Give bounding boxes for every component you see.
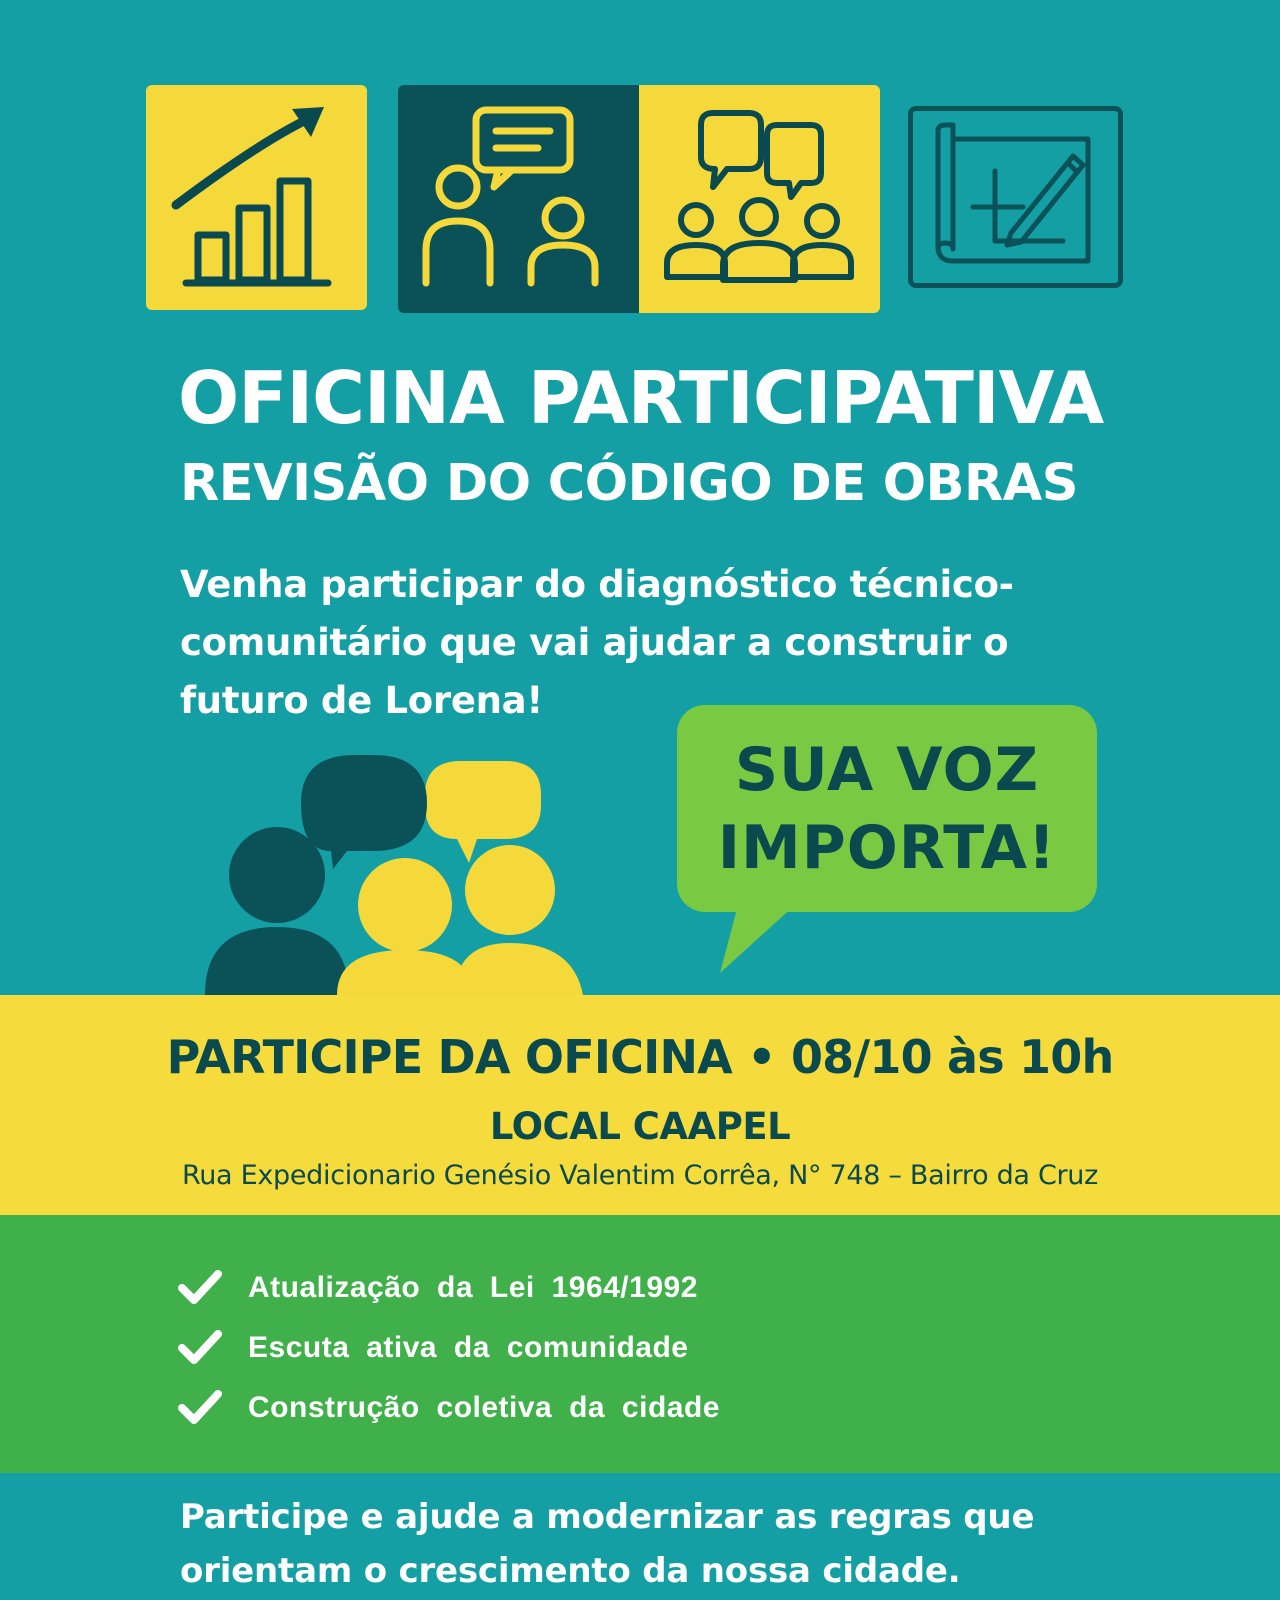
- callout-text: SUA VOZ IMPORTA!: [717, 734, 1057, 883]
- growth-chart-icon: [146, 85, 367, 310]
- blueprint-pencil-icon: [908, 106, 1123, 288]
- check-icon: [178, 1388, 222, 1428]
- intro-text: Venha participar do diagnóstico técnico-comunitário que vai ajudar a construir o futuro de Lorena!: [180, 563, 1014, 722]
- event-address: Rua Expedicionario Genésio Valentim Corrêa, N° 748 – Bairro da Cruz: [181, 1160, 1098, 1191]
- list-item-label: Escuta ativa da comunidade: [248, 1331, 689, 1364]
- list-item: [178, 1318, 720, 1378]
- list-item-label: Atualização da Lei 1964/1992: [248, 1271, 698, 1304]
- group-discussion-icon: [639, 85, 880, 313]
- page-title: OFICINA PARTICIPATIVA: [178, 356, 1104, 440]
- community-illustration: [205, 755, 605, 995]
- list-item: [178, 1258, 720, 1318]
- footer-text: Participe e ajude a modernizar as regras que orientam o crescimento da nossa cidade.: [180, 1497, 1035, 1591]
- page-subtitle: REVISÃO DO CÓDIGO DE OBRAS: [180, 454, 1079, 513]
- event-location: LOCAL CAAPEL: [489, 1105, 791, 1148]
- event-title: PARTICIPE DA OFICINA • 08/10 às 10h: [166, 1030, 1114, 1084]
- conversation-pair-icon: [398, 85, 639, 313]
- list-item-label: Construção coletiva da cidade: [248, 1391, 720, 1424]
- list-item: [178, 1378, 720, 1438]
- check-icon: [178, 1328, 222, 1368]
- checklist: [178, 1258, 720, 1438]
- check-icon: [178, 1268, 222, 1308]
- callout-bubble-tail: [720, 905, 810, 975]
- callout-bubble: [677, 705, 1097, 912]
